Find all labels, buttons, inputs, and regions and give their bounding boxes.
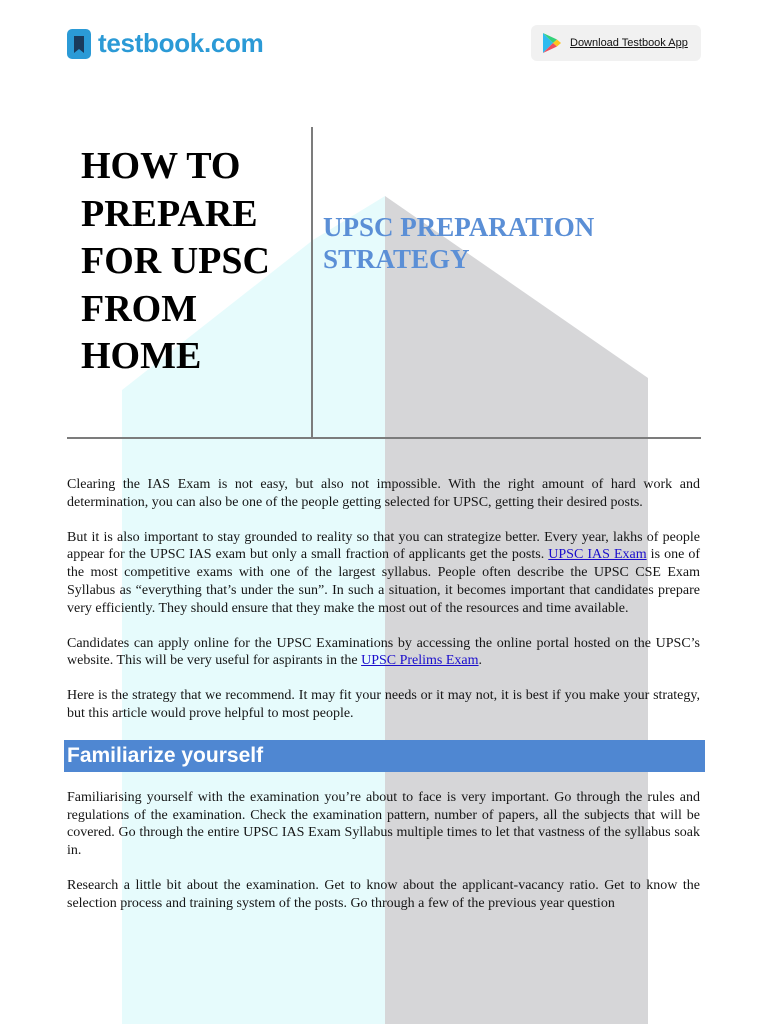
subtitle-line: STRATEGY bbox=[323, 244, 470, 274]
page-subtitle bbox=[323, 211, 594, 275]
testbook-logo-icon bbox=[67, 29, 91, 59]
vertical-divider bbox=[311, 127, 313, 439]
paragraph: Here is the strategy that we recommend. It may fit your needs or it may not, it is best if you make your strategy, but this article would prove helpful to most people. bbox=[67, 688, 700, 721]
title-line: FOR UPSC bbox=[81, 240, 270, 282]
title-line: HOW TO bbox=[81, 145, 241, 187]
subtitle-line: UPSC PREPARATION bbox=[323, 212, 595, 242]
paragraph bbox=[67, 529, 700, 618]
upsc-prelims-exam-link[interactable]: UPSC Prelims Exam bbox=[361, 653, 479, 669]
text-span: But it is also important to stay grounded to reality so that you can strategize better. Every year, lakhs of people appear for the UPSC IAS exam but only a small fraction of applicants get the posts. bbox=[67, 529, 700, 563]
horizontal-divider bbox=[67, 437, 701, 439]
paragraph: Clearing the IAS Exam is not easy, but also not impossible. With the right amount of hard work and determination, you can also be one of the people getting selected for UPSC, getting their desired posts. bbox=[67, 477, 700, 510]
title-line: HOME bbox=[81, 335, 202, 377]
text-span: is one of the most competitive exams with one of the largest syllabus. People often describe the UPSC CSE Exam Syllabus as “everything that’s under the sun”. In such a situation, it becomes important that candidates prepare very efficiently. They should ensure that they make the most out of the resources and time available. bbox=[67, 547, 701, 616]
download-app-button[interactable] bbox=[531, 25, 701, 61]
title-line: FROM bbox=[81, 287, 198, 330]
upsc-ias-exam-link[interactable]: UPSC IAS Exam bbox=[548, 547, 647, 563]
title-line: PREPARE bbox=[81, 192, 258, 235]
article-body bbox=[67, 476, 700, 930]
paragraph bbox=[67, 635, 700, 671]
page-title bbox=[81, 143, 270, 381]
testbook-logo[interactable] bbox=[67, 28, 263, 59]
google-play-icon bbox=[542, 32, 562, 54]
download-app-label: Download Testbook App bbox=[570, 37, 688, 49]
text-span: . bbox=[478, 653, 483, 669]
section-heading-familiarize: Familiarize yourself bbox=[64, 740, 705, 772]
text-span: Candidates can apply online for the UPSC Examinations by accessing the online portal hosted on the UPSC’s website. This will be very useful for aspirants in the bbox=[67, 635, 700, 669]
logo-text: testbook.com bbox=[98, 28, 264, 58]
paragraph: Research a little bit about the examination. Get to know about the applicant-vacancy ratio. Get to know the selection process and training system of the posts. Go through a few of the previous year question bbox=[67, 877, 700, 911]
paragraph: Familiarising yourself with the examination you’re about to face is very important. Go through the rules and regulations of the examination. Check the examination pattern, number of papers, all the subjects that will be covered. Go through the entire UPSC IAS Exam Syllabus multiple times to let that vastness of the syllabus soak in. bbox=[67, 789, 700, 859]
